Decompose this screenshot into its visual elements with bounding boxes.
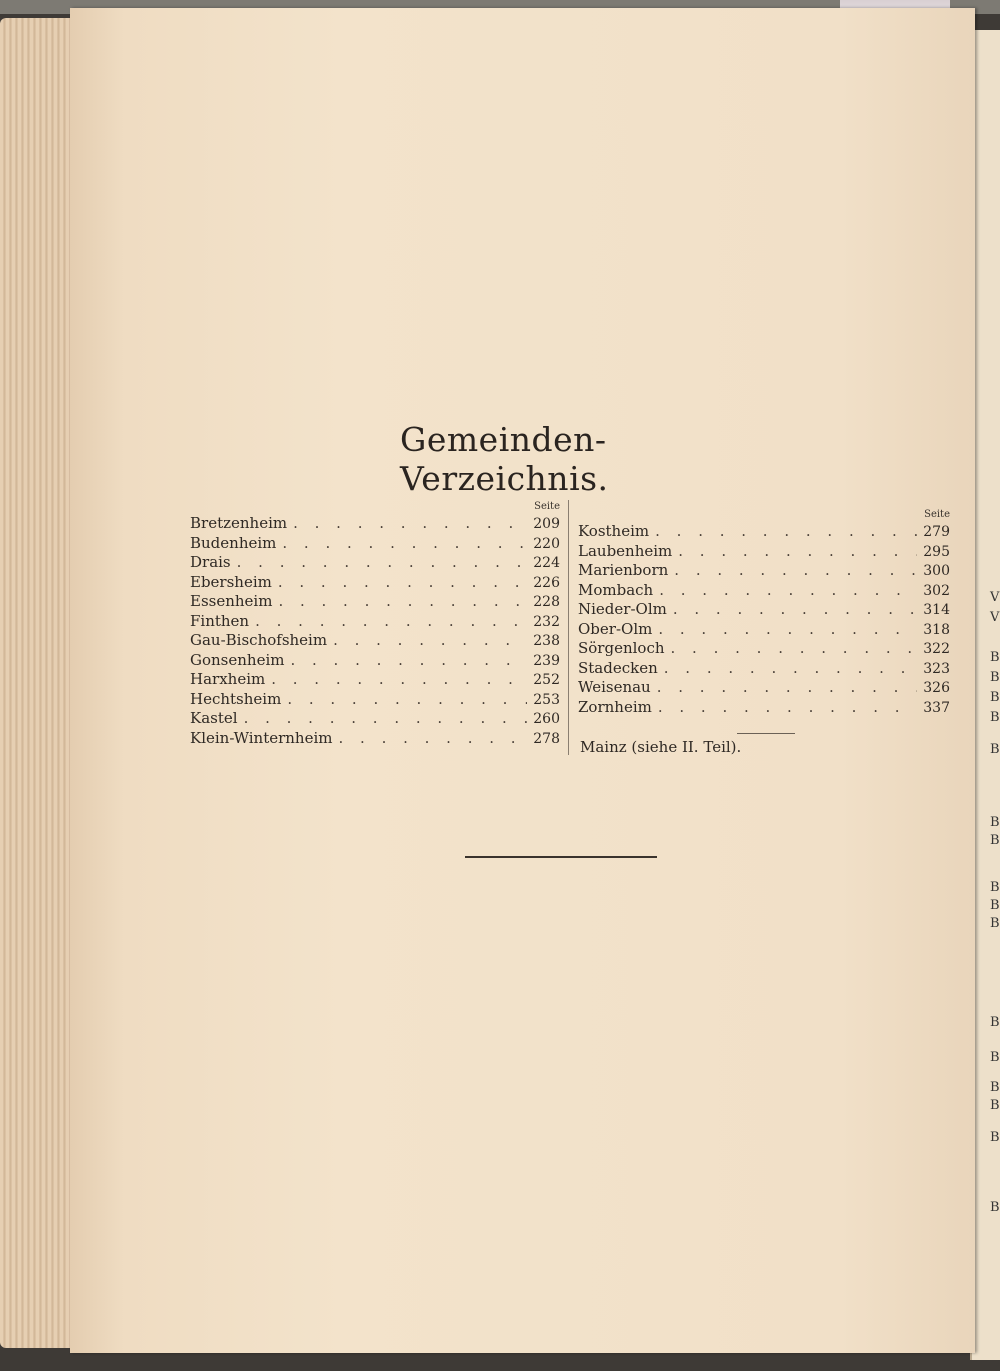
entry-page: 252	[533, 672, 560, 688]
entry-page: 228	[533, 594, 560, 610]
entry-page: 322	[923, 641, 950, 657]
entry-page: 302	[923, 582, 950, 599]
leader-dots	[244, 709, 528, 729]
entry-name: Ebersheim	[190, 572, 272, 591]
entry-page: 224	[533, 555, 560, 571]
entry-page: 220	[533, 535, 560, 552]
leader-dots	[333, 631, 527, 651]
index-entry	[578, 659, 950, 679]
leader-dots	[678, 542, 917, 562]
page-title: Gemeinden-Verzeichnis.	[400, 420, 609, 498]
entry-name: Marienborn	[578, 561, 669, 579]
index-entry	[190, 612, 560, 632]
entry-page: 226	[533, 574, 560, 591]
entry-name: Harxheim	[190, 670, 266, 688]
leader-dots	[271, 670, 527, 690]
entry-page: 209	[533, 516, 560, 532]
entry-page: 260	[533, 711, 560, 727]
entry-name: Gonsenheim	[190, 650, 285, 669]
entry-page: 232	[533, 613, 560, 630]
leader-dots	[278, 592, 527, 612]
index-entry	[578, 698, 950, 718]
entry-name: Weisenau	[578, 678, 651, 696]
index-entry	[578, 561, 950, 581]
index-entry	[190, 670, 560, 690]
closing-rule	[465, 856, 657, 858]
index-entry	[190, 709, 560, 729]
entry-name: Ober-Olm	[578, 619, 653, 638]
entry-name: Budenheim	[190, 533, 277, 552]
leader-dots	[290, 651, 527, 671]
entry-page: 314	[923, 602, 950, 618]
index-entry	[190, 690, 560, 710]
entry-page: 318	[923, 621, 950, 638]
entry-name: Kastel	[190, 709, 238, 727]
index-entry	[578, 620, 950, 640]
entry-name: Stadecken	[578, 658, 658, 677]
index-entry	[578, 581, 950, 601]
entry-name: Sörgenloch	[578, 639, 665, 657]
leader-dots	[658, 620, 917, 640]
leader-dots	[673, 600, 917, 620]
column-divider	[568, 500, 569, 755]
leader-dots	[282, 534, 527, 554]
adjacent-page-edge: V V B B B B B B B B B B B B B B B B	[970, 30, 1000, 1360]
page-column-label: Seite	[924, 509, 950, 520]
entry-page: 239	[533, 652, 560, 669]
index-entry	[190, 514, 560, 534]
entry-name: Bretzenheim	[190, 514, 288, 532]
index-entry	[190, 592, 560, 612]
index-column-right	[578, 508, 950, 717]
entry-page: 295	[923, 543, 950, 560]
index-entry	[578, 542, 950, 562]
leader-dots	[293, 514, 527, 534]
entry-page: 326	[923, 680, 950, 696]
leader-dots	[658, 698, 917, 718]
entry-page: 238	[533, 633, 560, 649]
leader-dots	[659, 581, 917, 601]
entry-name: Laubenheim	[578, 541, 673, 560]
entry-name: Kostheim	[578, 522, 650, 540]
leader-dots	[278, 573, 527, 593]
index-entry	[578, 639, 950, 659]
index-entry	[190, 651, 560, 671]
index-entry	[190, 534, 560, 554]
index-entry	[578, 600, 950, 620]
section-rule-short	[737, 733, 795, 734]
leader-dots	[339, 729, 528, 749]
entry-name: Finthen	[190, 611, 250, 630]
leader-dots	[671, 639, 918, 659]
entry-name: Hechtsheim	[190, 689, 282, 708]
leader-dots	[255, 612, 527, 632]
entry-name: Essenheim	[190, 592, 273, 610]
leader-dots	[655, 522, 917, 542]
index-entry	[578, 678, 950, 698]
entry-page: 300	[923, 563, 950, 579]
entry-page: 278	[533, 730, 560, 747]
entry-page: 323	[923, 660, 950, 677]
index-column-left	[190, 500, 560, 748]
mainz-note: Mainz (siehe II. Teil).	[580, 738, 742, 756]
leader-dots	[674, 561, 917, 581]
page-column-label: Seite	[534, 501, 560, 512]
entry-name: Klein-Winternheim	[190, 728, 333, 747]
entry-name: Mombach	[578, 580, 654, 599]
index-entry	[578, 522, 950, 542]
leader-dots	[287, 690, 527, 710]
entry-page: 279	[923, 524, 950, 540]
entry-page: 253	[533, 691, 560, 708]
leader-dots	[664, 659, 918, 679]
entry-name: Gau-Bischofsheim	[190, 631, 328, 649]
index-entry	[190, 631, 560, 651]
entry-name: Drais	[190, 553, 231, 571]
index-entry	[190, 729, 560, 749]
leader-dots	[657, 678, 918, 698]
entry-name: Nieder-Olm	[578, 600, 667, 618]
entry-name: Zornheim	[578, 697, 652, 716]
index-entry	[190, 553, 560, 573]
leader-dots	[237, 553, 528, 573]
entry-page: 337	[923, 699, 950, 716]
index-entry	[190, 573, 560, 593]
